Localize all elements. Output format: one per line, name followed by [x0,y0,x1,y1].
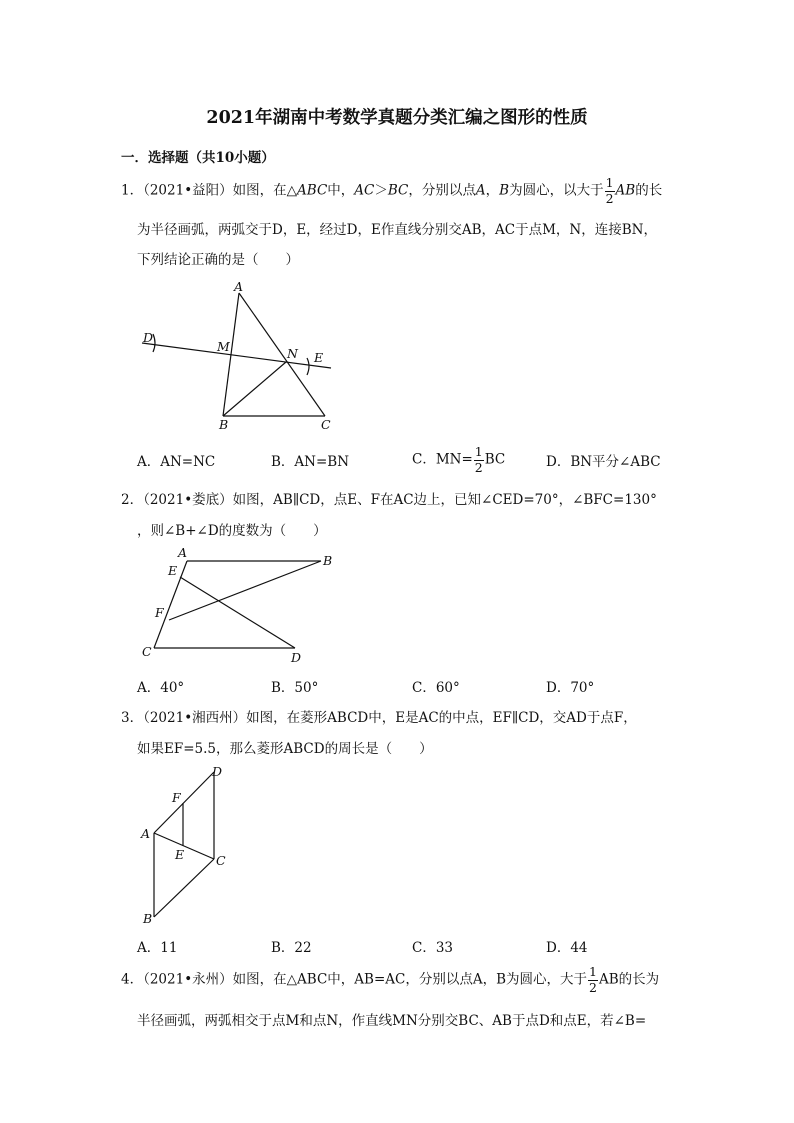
q2-line1: 2．（2021•娄底）如图，AB∥CD，点E、F在AC边上，已知∠CED=70°，∠BFC=130° [121,492,657,508]
label-c: C [142,644,152,659]
q2-figure [138,545,343,670]
arc-e [307,358,309,375]
q1-line3: 下列结论正确的是（ ） [137,252,299,268]
label-b: B [219,417,229,432]
q3-option-a: A．11 [137,940,178,956]
q1-figure [135,280,345,435]
q1-option-b: B．AN=BN [271,454,350,470]
fraction-half: $\frac{1}{2}$ [605,175,614,206]
label-e: E [314,350,324,365]
q2-option-c: C．60° [412,680,460,696]
page-title: 2021年湖南中考数学真题分类汇编之图形的性质 [206,108,588,128]
label-b: B [143,911,153,926]
q3-option-d: D．44 [546,940,588,956]
q3-line2: 如果EF=5.5，那么菱形ABCD的周长是（ ） [137,741,433,757]
label-b: B [323,553,333,568]
label-f: F [155,605,164,620]
label-m: M [217,339,230,354]
label-e: E [175,847,185,862]
q1-option-d: D．BN平分∠ABC [546,454,661,470]
label-a: A [234,280,244,294]
line-de [142,343,331,368]
q2-line2: ，则∠B+∠D的度数为（ ） [137,523,327,539]
segment-ed [180,577,295,648]
q2-option-d: D．70° [546,680,595,696]
segment-bc [154,859,214,917]
label-d: D [291,650,302,665]
segment-ac [239,293,325,416]
q1-option-c: C．MN= $\frac{1}{2}$ BC [412,444,506,475]
q1-line1: 1．（2021•益阳）如图，在△ABC中，AC＞BC，分别以点A，B为圆心，以大于 $\frac{1}{2}$ AB的长 [121,175,663,206]
label-a: A [178,545,188,560]
q2-option-a: A．40° [137,680,185,696]
segment-fb [169,561,321,620]
label-c: C [216,853,226,868]
q4-line2: 半径画弧，两弧相交于点M和点N，作直线MN分别交BC、AB于点D和点E，若∠B= [137,1013,647,1029]
label-c: C [321,417,331,432]
label-d: D [143,330,154,345]
q4-line1: 4．（2021•永州）如图，在△ABC中，AB=AC，分别以点A，B为圆心，大于 $\frac{1}{2}$ AB的长为 [121,964,660,995]
segment-bn [223,362,286,416]
q3-option-c: C．33 [412,940,454,956]
label-n: N [287,346,298,361]
label-a: A [141,826,151,841]
label-e: E [168,563,178,578]
q3-option-b: B．22 [271,940,312,956]
segment-ad [154,772,214,833]
q1-line2: 为半径画弧，两弧交于D，E，经过D，E作直线分别交AB，AC于点M，N，连接BN， [137,222,657,238]
q3-figure [138,762,238,930]
section-heading: 一．选择题（共10小题） [121,150,275,166]
q1-option-a: A．AN=NC [137,454,216,470]
q2-option-b: B．50° [271,680,319,696]
label-d: D [212,764,223,779]
q3-line1: 3．（2021•湘西州）如图，在菱形ABCD中，E是AC的中点，EF∥CD，交AD于点F， [121,710,637,726]
arc-d [153,334,155,352]
label-f: F [172,790,181,805]
